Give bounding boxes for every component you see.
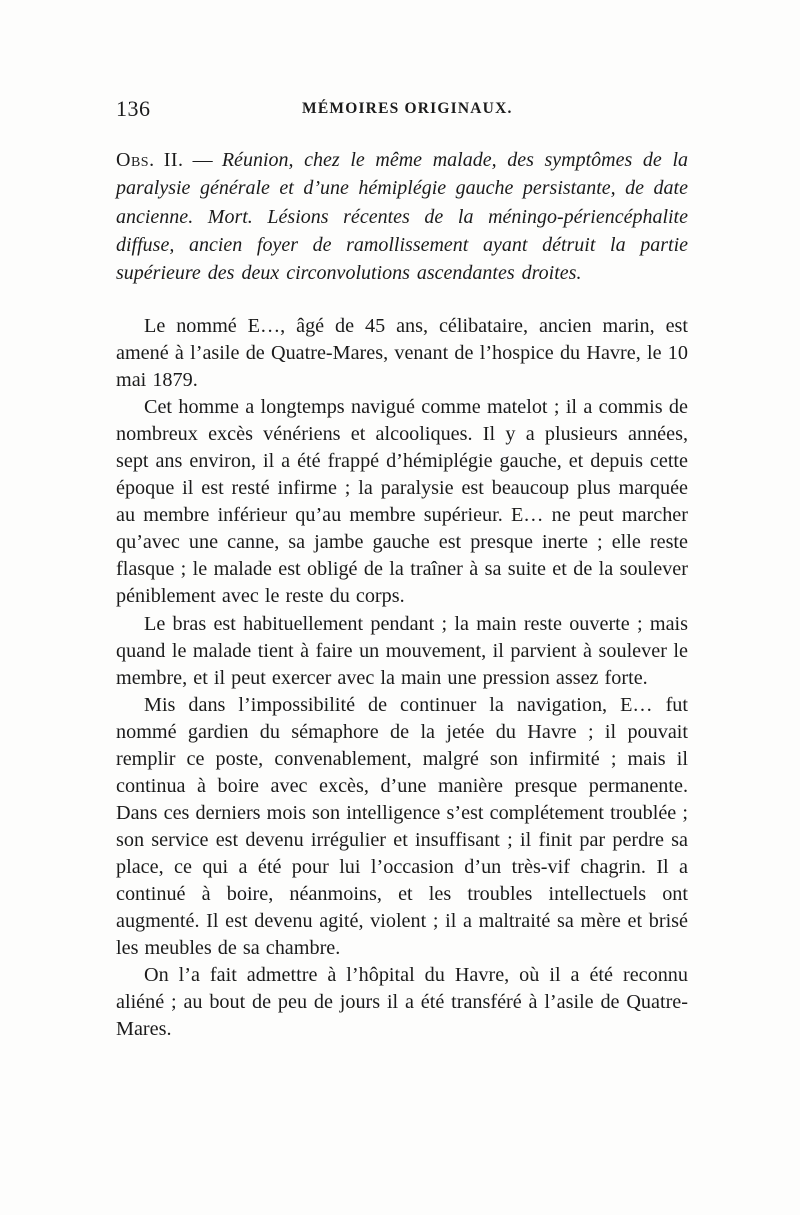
paragraph: Le bras est habituellement pendant ; la main reste ouverte ; mais quand le malade tient à faire un mouvement, il parvient à soulever le membre, et il peut exercer avec la main une pression assez forte. bbox=[116, 612, 688, 689]
page-number: 136 bbox=[116, 96, 151, 121]
paragraph: Mis dans l’impossibilité de continuer la navigation, E… fut nommé gardien du sémaphore de la jetée du Havre ; il pouvait remplir ce poste, convenablement, malgré son infirmité ; mais il continua à boire avec excès, d’une manière presque permanente. Dans ces derniers mois son intelligence s’est complétement troublée ; son service est devenu irrégulier et insuffisant ; il finit par perdre sa place, ce qui a été pour lui l’occasion d’un très-vif chagrin. Il a continué à boire, néanmoins, et les troubles intellectuels ont augmenté. Il est devenu agité, violent ; il a maltraité sa mère et brisé les meubles de sa chambre. bbox=[116, 693, 688, 960]
body-text bbox=[116, 313, 688, 1043]
running-head bbox=[116, 96, 688, 126]
observation-label: Obs. II. — bbox=[116, 149, 214, 171]
paragraph: On l’a fait admettre à l’hôpital du Havre, où il a été reconnu aliéné ; au bout de peu de jours il a été transféré à l’asile de Quatre-Mares. bbox=[116, 964, 688, 1041]
running-title: MÉMOIRES ORIGINAUX. bbox=[302, 100, 513, 117]
observation-heading bbox=[116, 146, 688, 287]
paragraph: Le nommé E…, âgé de 45 ans, célibataire, ancien marin, est amené à l’asile de Quatre-Mares, venant de l’hospice du Havre, le 10 mai 1879. bbox=[116, 315, 688, 392]
observation-summary: Réunion, chez le même malade, des symptômes de la paralysie générale et d’une hémiplégie gauche persistante, de date ancienne. Mort. Lésions récentes de la méningo-périencéphalite diffuse, ancien foyer de ramollissement ayant détruit la partie supérieure des deux circonvolutions ascendantes droites. bbox=[116, 149, 689, 285]
paragraph: Cet homme a longtemps navigué comme matelot ; il a commis de nombreux excès vénériens et alcooliques. Il y a plusieurs années, sept ans environ, il a été frappé d’hémiplégie gauche, et depuis cette époque il est resté infirme ; la paralysie est beaucoup plus marquée au membre inférieur qu’au membre supérieur. E… ne peut marcher qu’avec une canne, sa jambe gauche est presque inerte ; elle reste flasque ; le malade est obligé de la traîner à sa suite et de la soulever péniblement avec le reste du corps. bbox=[116, 396, 688, 608]
